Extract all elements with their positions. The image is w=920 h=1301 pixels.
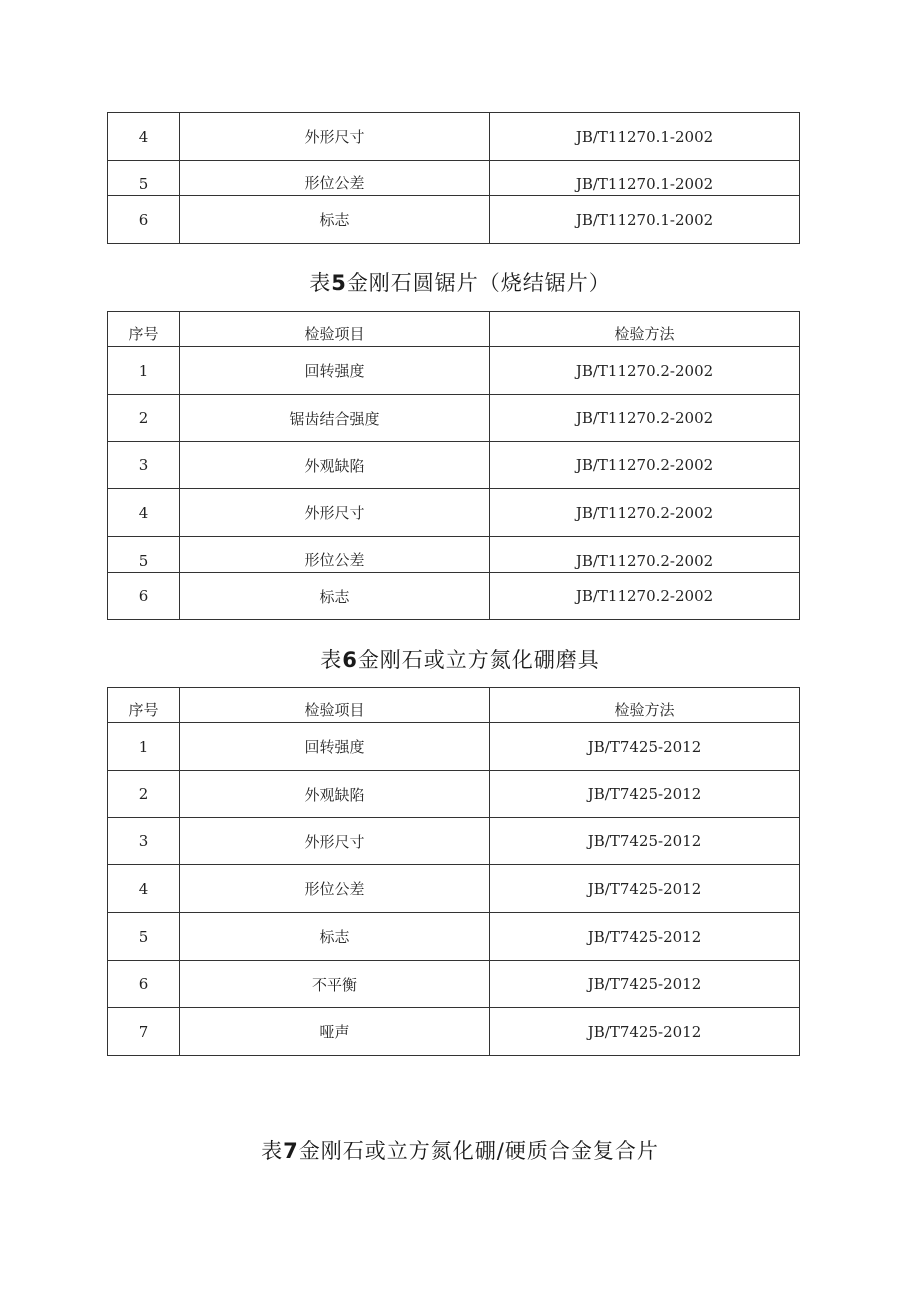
cell-item: 形位公差 (180, 537, 490, 573)
table-row (108, 489, 800, 537)
cell-item: 锯齿结合强度 (180, 395, 490, 442)
cell-item: 标志 (180, 913, 490, 961)
cell-item: 外形尺寸 (180, 489, 490, 537)
header-item: 检验项目 (180, 312, 490, 347)
table-row (108, 573, 800, 620)
table-row (108, 161, 800, 196)
caption-number: 7 (283, 1139, 299, 1163)
table-5-caption (0, 267, 920, 297)
header-method: 检验方法 (490, 312, 800, 347)
table-row (108, 723, 800, 771)
table-row (108, 818, 800, 865)
table-header-row (108, 688, 800, 723)
cell-no: 3 (108, 818, 180, 865)
cell-method: JB/T11270.2-2002 (490, 537, 800, 573)
cell-method: JB/T7425-2012 (490, 1008, 800, 1056)
header-no: 序号 (108, 688, 180, 723)
cell-item: 外形尺寸 (180, 818, 490, 865)
cell-method: JB/T11270.2-2002 (490, 573, 800, 620)
cell-no: 4 (108, 865, 180, 913)
table-7-caption (0, 1135, 920, 1165)
caption-prefix: 表 (309, 271, 332, 295)
cell-no: 6 (108, 961, 180, 1008)
cell-item: 形位公差 (180, 161, 490, 196)
cell-no: 1 (108, 723, 180, 771)
header-item: 检验项目 (180, 688, 490, 723)
cell-no: 5 (108, 161, 180, 196)
cell-method: JB/T7425-2012 (490, 913, 800, 961)
cell-no: 1 (108, 347, 180, 395)
cell-method: JB/T7425-2012 (490, 865, 800, 913)
table-6-caption (0, 644, 920, 674)
cell-no: 2 (108, 771, 180, 818)
table-row (108, 442, 800, 489)
cell-item: 标志 (180, 573, 490, 620)
cell-item: 形位公差 (180, 865, 490, 913)
caption-number: 6 (342, 648, 358, 672)
header-method: 检验方法 (490, 688, 800, 723)
cell-item: 外观缺陷 (180, 771, 490, 818)
cell-method: JB/T11270.2-2002 (490, 395, 800, 442)
cell-item: 回转强度 (180, 347, 490, 395)
cell-no: 5 (108, 537, 180, 573)
cell-no: 2 (108, 395, 180, 442)
table-row (108, 395, 800, 442)
cell-item: 标志 (180, 196, 490, 244)
table-row (108, 961, 800, 1008)
cell-item: 不平衡 (180, 961, 490, 1008)
cell-no: 5 (108, 913, 180, 961)
cell-method: JB/T7425-2012 (490, 723, 800, 771)
header-no: 序号 (108, 312, 180, 347)
caption-prefix: 表 (320, 648, 343, 672)
caption-prefix: 表 (261, 1139, 284, 1163)
table-row (108, 537, 800, 573)
table-6 (107, 687, 800, 1056)
cell-method: JB/T11270.1-2002 (490, 196, 800, 244)
table-row (108, 113, 800, 161)
cell-item: 外形尺寸 (180, 113, 490, 161)
cell-method: JB/T11270.2-2002 (490, 347, 800, 395)
table-header-row (108, 312, 800, 347)
cell-no: 3 (108, 442, 180, 489)
table-row (108, 771, 800, 818)
cell-method: JB/T11270.1-2002 (490, 161, 800, 196)
table-4-continued (107, 112, 800, 244)
caption-text: 金刚石或立方氮化硼磨具 (357, 648, 600, 672)
cell-no: 6 (108, 573, 180, 620)
cell-item: 外观缺陷 (180, 442, 490, 489)
table-row (108, 1008, 800, 1056)
caption-number: 5 (331, 271, 347, 295)
table-row (108, 865, 800, 913)
cell-no: 4 (108, 113, 180, 161)
table-row (108, 913, 800, 961)
cell-method: JB/T11270.2-2002 (490, 442, 800, 489)
cell-item: 回转强度 (180, 723, 490, 771)
cell-method: JB/T7425-2012 (490, 961, 800, 1008)
cell-no: 7 (108, 1008, 180, 1056)
cell-method: JB/T7425-2012 (490, 818, 800, 865)
cell-no: 4 (108, 489, 180, 537)
table-row (108, 347, 800, 395)
cell-method: JB/T11270.2-2002 (490, 489, 800, 537)
table-5 (107, 311, 800, 620)
caption-text: 金刚石或立方氮化硼/硬质合金复合片 (298, 1139, 659, 1163)
cell-method: JB/T7425-2012 (490, 771, 800, 818)
caption-text: 金刚石圆锯片（烧结锯片） (346, 271, 611, 295)
table-row (108, 196, 800, 244)
cell-item: 哑声 (180, 1008, 490, 1056)
cell-method: JB/T11270.1-2002 (490, 113, 800, 161)
cell-no: 6 (108, 196, 180, 244)
